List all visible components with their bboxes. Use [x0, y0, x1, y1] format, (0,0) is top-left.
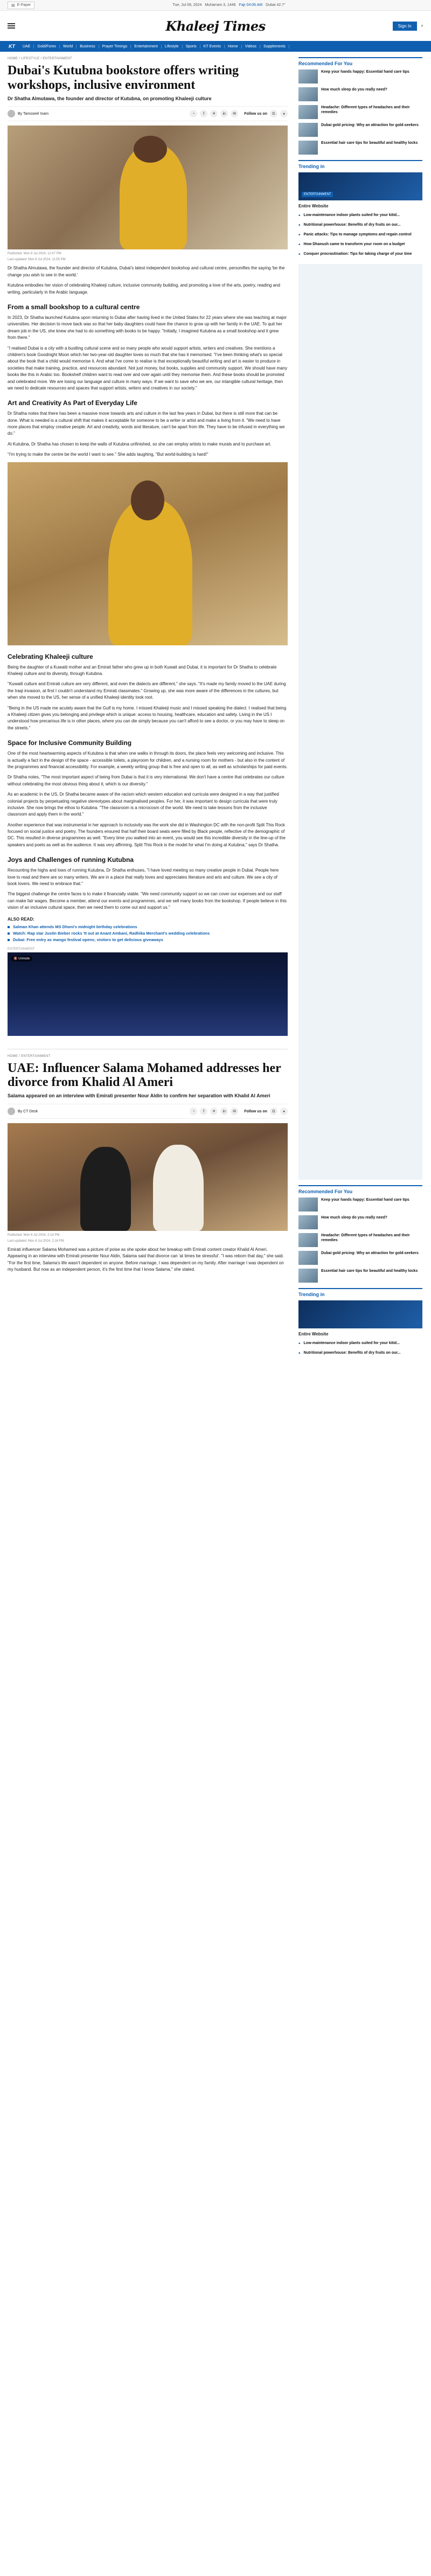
epaper-label: E-Paper: [17, 3, 31, 7]
hijri-date: Muharram 3, 1446: [205, 3, 236, 7]
video-player[interactable]: [8, 952, 288, 1036]
sidebar-story[interactable]: [298, 123, 422, 137]
nav-item[interactable]: Business: [77, 45, 99, 48]
nav-item[interactable]: Supplements: [260, 45, 289, 48]
sidebar-story[interactable]: [298, 1350, 422, 1356]
whatsapp-icon[interactable]: ◔: [190, 110, 197, 117]
whatsapp-icon[interactable]: ◔: [190, 1108, 197, 1115]
story-title: Essential hair care tips for beautiful and healthy locks: [321, 141, 418, 145]
article-title: UAE: Influencer Salama Mohamed addresses her divorce from Khalid Al Ameri: [8, 1061, 281, 1090]
byline-row: [8, 106, 288, 121]
nav-item[interactable]: KT Events: [200, 45, 225, 48]
sidebar-story[interactable]: [298, 69, 422, 83]
recommended-heading: Recommended For You: [298, 61, 353, 66]
paragraph: One of the most heartwarming aspects of Kutubna is that when one walks in through its doors, the place feels very welcoming and inclusive. This is actually a fact in the design of the space - accessible toilets, a playroom for children, and a nursing room for mothers - but also in the content of the programmes and financial accessibility. For example, a weekly writing group that is free and open to all, as well as scholarships for paid events.: [8, 751, 288, 769]
sidebar-story[interactable]: [298, 87, 422, 101]
weather-text: Dubai 42.7°: [266, 3, 286, 7]
story-title: Keep your hands happy: Essential hand care tips: [321, 1198, 409, 1202]
story-title: Panic attacks: Tips to manage symptoms and regain control: [303, 233, 412, 236]
signin-button[interactable]: Sign In: [393, 22, 417, 31]
paragraph: At Kutubna, Dr Shatha has chosen to keep the walls of Kutubna unfinished, so she can employ artists to make murals and to purchase art.: [8, 441, 272, 447]
paragraph: "Kuwaiti culture and Emirati culture are very different, and even the dialects are different," she says. "It's made my family moved to the UAE during the Iraqi invasion, at first I couldn't understand my Emirati classmates." Growing up, she was more aware of the differences in the cultures, but when she moved to the US, her sense of a unified Khaleeji identity took root.: [8, 681, 286, 700]
unmute-button[interactable]: [11, 956, 32, 962]
story-thumbnail: [298, 1251, 318, 1265]
paragraph: In 2023, Dr Shatha launched Kutubna upon returning to Dubai after having lived in the United States for 22 years where she was teaching at major universities. Her decision to move back was so that her baby daughters could have the chance to grow up with her family in the UAE. To quit her dream job in the US, she knew she had to do something with books to be happy. "Initially, I imagined Kutubna as a small bookshop and it grew from there.": [8, 315, 287, 340]
story-title: Conquer procrastination: Tips for taking charge of your time: [303, 252, 412, 256]
published-date: Published: Mon 8 Jul 2024, 12:47 PM: [8, 252, 61, 256]
trending-heading: Trending in: [298, 1292, 325, 1297]
nav-item[interactable]: Gold/Forex: [34, 45, 60, 48]
trending-block: [298, 1288, 422, 1356]
recommended-heading: Recommended For You: [298, 1189, 353, 1194]
story-title: Headache: Different types of headaches and their remedies: [321, 106, 410, 115]
sidebar-story[interactable]: [298, 141, 422, 155]
nav-item[interactable]: Videos: [242, 45, 260, 48]
google-news-icon[interactable]: G: [270, 110, 277, 117]
trending-heading: Trending in: [298, 164, 325, 169]
top-bar: [0, 0, 431, 11]
menu-icon[interactable]: [8, 23, 15, 29]
main-nav: [0, 41, 431, 52]
masthead: [0, 11, 431, 41]
story-thumbnail: [298, 69, 318, 83]
sidebar-story[interactable]: [298, 1233, 422, 1247]
person-head: [131, 481, 164, 521]
story-thumbnail: [298, 1269, 318, 1283]
story-title: Dubai gold pricing: Why an attraction for gold-seekers: [321, 123, 419, 127]
story-title: Low-maintenance indoor plants suited for your kitid...: [303, 213, 400, 217]
story-thumbnail: [298, 87, 318, 101]
promo-title[interactable]: Entire Website: [298, 1332, 329, 1336]
prayer-time[interactable]: Fajr 04:06 AM: [239, 3, 263, 7]
recommended-block: [298, 1185, 422, 1283]
story-title: Dubai gold pricing: Why an attraction for gold-seekers: [321, 1251, 419, 1255]
nav-item[interactable]: Sports: [183, 45, 200, 48]
section-heading: Celebrating Khaleeji culture: [8, 652, 93, 660]
also-read-link[interactable]: Dubai: Free entry as mango festival opens; visitors to get delicious giveaways: [8, 937, 288, 942]
sidebar-story[interactable]: [298, 242, 422, 248]
search-icon[interactable]: ⌕: [421, 23, 423, 28]
nav-item[interactable]: UAE: [19, 45, 34, 48]
story-thumbnail: [298, 1233, 318, 1247]
also-read-label: ALSO READ:: [8, 916, 34, 922]
person-figure: [153, 1145, 204, 1231]
bullet-icon: •: [298, 242, 301, 248]
facebook-icon[interactable]: f: [200, 110, 207, 117]
paragraph: "I'm trying to make the centre be the world I want to see." She adds laughing, "But world-building is hard!": [8, 452, 208, 457]
bullet-icon: •: [298, 1350, 301, 1356]
author-avatar: [8, 110, 15, 117]
speaker-icon: 🔇: [13, 957, 19, 960]
nav-item[interactable]: World: [60, 45, 77, 48]
breadcrumb[interactable]: HOME / ENTERTAINMENT: [8, 1054, 51, 1058]
nav-brand[interactable]: KT: [9, 44, 15, 49]
breadcrumb[interactable]: HOME / LIFESTYLE / ENTERTAINMENT: [8, 57, 72, 60]
story-title: How much sleep do you really need?: [321, 88, 387, 92]
paragraph: "Being in the US made me acutely aware that the Gulf is my home. I missed Khaleeji music and I missed speaking the dialect. I realised that being a Khaleeji citizen gives you belonging and privilege which is unique: access to housing, healthcare, education and safety. Living in the US I understood how precarious life is in other places, where you can die simply because you can't afford to see a doctor, or you may have to sleep on the streets.": [8, 705, 287, 730]
story-title: How Dhanush came to transform your room on a budget: [303, 242, 405, 246]
newspaper-icon: ▤: [11, 3, 15, 8]
person-figure: [80, 1147, 131, 1231]
paragraph: Another experience that was instrumental in her approach to inclusivity was the work she did in Washington DC with the non-profit Split This Rock focused on social justice and poetry. The founders ensured that half their board seats were filled by Black people, reflective of the demographic of DC. This resulted in diverse programmes as well. "Every time you walked into an event, you would see this incredible diversity in the line-up of the speakers and poets as well as the audience. It was very affirming. Split This Rock is the model for what I'm doing at Kutubna," says Dr Shatha.: [8, 822, 286, 847]
site-logo[interactable]: Khaleej Times: [165, 18, 266, 34]
promo-title[interactable]: Entire Website: [298, 204, 329, 208]
main-column: [8, 52, 288, 1360]
sidebar-story[interactable]: [298, 1198, 422, 1212]
paragraph: "I realised Dubai is a city with a bustling cultural scene and so many people who would support artists, writers and creatives. She mentions a children's book Goodnight Moon which her two-year-old daughter loves so much that she has it memorised. "I've been thinking what's so special about the book that a child would memorise it. And what I've come to realise is that exceptionally beautiful writing and art is easier to produce in societies that make training, practice, and resources abundant. Not just money, but books, supplies and community support. We should have many books like this in Arabic too. Bookshelf children want to read over and over again until they memorise them. And these books should be promoted and celebrated more. We are losing our language and culture in many ways. If we want to save who we are, our intangible cultural heritage, then we need to dedicate resources and spaces that support artists, writers and creatives in our society.": [8, 345, 288, 391]
paragraph: Kutubna embodies her vision of celebrating Khaleeji culture, inclusive community building, and promoting a love of the arts, poetry, reading and writing, particularly in the Arabic language.: [8, 283, 280, 295]
paragraph: Being the daughter of a Kuwaiti mother and an Emirati father who grew up in both Kuwait and Dubai, it is important for Dr Shatha to celebrate Khaleeji culture and its diversity, through Kutubna.: [8, 664, 277, 677]
article-title: Dubai's Kutubna bookstore offers writing workshops, inclusive environment: [8, 64, 239, 92]
hero-image: [8, 1123, 288, 1231]
author-name[interactable]: By CT Desk: [18, 1109, 38, 1113]
person-figure: [108, 499, 192, 645]
nav-item[interactable]: Prayer Timings: [99, 45, 131, 48]
paragraph: The biggest challenge the centre faces is to make it financially viable. "We need community support so we can cover our expenses and our staff can make fair wages. Become a member, attend our events and programmes, and we sell many books from the bookshop. If people believe in this vision of an inclusive cultural space, then we need them to come out and support us.": [8, 892, 287, 910]
whatsapp-channel-icon[interactable]: ◕: [280, 1108, 288, 1115]
email-icon[interactable]: ✉: [231, 110, 238, 117]
paragraph: As an academic in the US, Dr Shatha became aware of the racism which western education and curricula were designed in a way that justified colonial projects by perpetuating negative stereotypes about marginalised peoples. For her, it was important to design curricula that were truly inclusive. She now brings the ethos to Kutubna. "The classroom is a microcosm of the world. We need to take lessons from the inclusive classroom and apply them in the world.": [8, 792, 279, 817]
date-strip: [173, 3, 286, 7]
bullet-icon: •: [298, 222, 301, 228]
x-icon[interactable]: ✕: [210, 1108, 218, 1115]
story-title: Nutritional powerhouse: Benefits of dry fruits on our...: [303, 1351, 401, 1355]
updated-date: Last updated: Mon 8 Jul 2024, 2:16 PM: [8, 1240, 64, 1243]
story-thumbnail: [298, 1215, 318, 1229]
author-name[interactable]: By Tamsseel Inam: [18, 112, 49, 116]
sidebar: [298, 52, 422, 1360]
section-heading: Joys and Challenges of running Kutubna: [8, 856, 134, 864]
promo-image[interactable]: [298, 172, 422, 200]
story-title: Keep your hands happy: Essential hand care tips: [321, 70, 409, 74]
story-title: Headache: Different types of headaches and their remedies: [321, 1234, 410, 1243]
also-read-link[interactable]: Salman Khan attends MS Dhoni's midnight birthday celebrations: [8, 924, 288, 929]
whatsapp-channel-icon[interactable]: ◕: [280, 110, 288, 117]
date-text: Tue, Jul 09, 2024: [172, 3, 202, 7]
ad-slot: [298, 264, 422, 1180]
bullet-icon: •: [298, 1341, 301, 1347]
linkedin-icon[interactable]: in: [220, 110, 228, 117]
story-thumbnail: [298, 1198, 318, 1212]
sidebar-story[interactable]: [298, 232, 422, 238]
sidebar-story[interactable]: [298, 1251, 422, 1265]
epaper-button[interactable]: [8, 2, 34, 9]
linkedin-icon[interactable]: in: [220, 1108, 228, 1115]
bullet-icon: •: [298, 252, 301, 257]
also-read: [8, 917, 288, 942]
author-avatar: [8, 1108, 15, 1115]
unmute-label: Unmute: [18, 957, 30, 960]
google-news-icon[interactable]: G: [270, 1108, 277, 1115]
article-image: [8, 462, 288, 645]
section-heading: Art and Creativity As Part of Everyday Life: [8, 399, 137, 407]
bullet-icon: •: [298, 213, 301, 219]
facebook-icon[interactable]: f: [200, 1108, 207, 1115]
story-thumbnail: [298, 105, 318, 119]
sidebar-story[interactable]: [298, 252, 422, 257]
promo-image[interactable]: [298, 1300, 422, 1328]
paragraph: Dr Shatha Almutawa, the founder and director of Kutubna, Dubai's latest independent bookshop and cultural centre, personifies the saying 'be the change you wish to see in the world.': [8, 266, 285, 277]
section-heading: From a small bookshop to a cultural centre: [8, 303, 140, 311]
updated-date: Last updated: Mon 8 Jul 2024, 11:55 PM: [8, 258, 66, 262]
paragraph: Recounting the highs and lows of running Kutubna, Dr Shatha enthuses, "I have loved meeting so many creative people in Dubai. People here love to read and there are so many writers. We are in a place that really loves and appreciates literature and arts and culture. We see a city of book lovers. We need to embrace that.": [8, 868, 279, 887]
video-tag: ENTERTAINMENT: [8, 947, 35, 951]
sidebar-story[interactable]: [298, 105, 422, 119]
section-heading: Space for Inclusive Community Building: [8, 739, 132, 747]
paragraph: Dr Shatha notes, "The most important aspect of being from Dubai is that it is very international. We don't have a centre that celebrates our culture without celebrating the most obvious thing about it, which is our diversity.": [8, 775, 284, 786]
paragraph: Dr Shatha notes that there has been a massive move towards arts and culture in the last few years in Dubai, but there is still more that can be done. What is needed is a cultural shift that makes it acceptable for someone to be a writer or artist and make a living from it. "We need to have more places that employ creative people. Art and creativity, words and literature, can't be apart from life. They have to be infused in everything we do.": [8, 411, 285, 436]
sidebar-story[interactable]: [298, 222, 422, 228]
also-read-link[interactable]: Watch: Rap star Justin Bieber rocks 'It out at Anant Ambani, Radhika Merchant's wedding celebrations: [8, 931, 288, 936]
paragraph: Emirati influencer Salama Mohamed was a picture of poise as she spoke about her breakup with Emirati content creator Khalid Al Ameri. Appearing in an interview with Emirati presenter Nour Aldin, Salama said that divorce can 'at times be stressful'. "I was reborn that day," she said. "For the first time, Salama's life wasn't dependent on anyone. Before marriage, I was dependent on my family. After marriage I was dependent on my husband. But now as an independent person, it's the first time that I know Salama," she stated.: [8, 1247, 284, 1272]
bullet-icon: •: [298, 232, 301, 238]
promo-tag: ENTERTAINMENT: [302, 192, 333, 197]
nav-item[interactable]: Entertainment: [131, 45, 162, 48]
published-date: Published: Mon 8 Jul 2024, 2:14 PM: [8, 1234, 60, 1237]
nav-item[interactable]: Home: [225, 45, 242, 48]
email-icon[interactable]: ✉: [231, 1108, 238, 1115]
trending-block: [298, 160, 422, 257]
sidebar-story[interactable]: [298, 1341, 422, 1347]
story-title: Low-maintenance indoor plants suited for your kitid...: [303, 1341, 400, 1345]
sidebar-story[interactable]: [298, 1269, 422, 1283]
story-thumbnail: [298, 141, 318, 155]
spacer: [8, 1277, 288, 1288]
sidebar-story[interactable]: [298, 213, 422, 219]
story-title: Essential hair care tips for beautiful and healthy locks: [321, 1269, 418, 1273]
nav-item[interactable]: Lifestyle: [162, 45, 183, 48]
x-icon[interactable]: ✕: [210, 110, 218, 117]
hero-image: [8, 126, 288, 249]
follow-label: Follow us on: [244, 1109, 267, 1113]
recommended-block: [298, 57, 422, 155]
story-thumbnail: [298, 123, 318, 137]
article-subtitle: Dr Shatha Almutawa, the founder and director of Kutubna, on promoting Khaleeji culture: [8, 95, 212, 101]
follow-label: Follow us on: [244, 112, 267, 116]
story-title: Nutritional powerhouse: Benefits of dry fruits on our...: [303, 223, 401, 227]
story-title: How much sleep do you really need?: [321, 1216, 387, 1220]
sidebar-story[interactable]: [298, 1215, 422, 1229]
byline-row: [8, 1104, 288, 1119]
article-subtitle: Salama appeared on an interview with Emirati presenter Nour Aldin to confirm her separation with Khalid Al Ameri: [8, 1093, 270, 1099]
